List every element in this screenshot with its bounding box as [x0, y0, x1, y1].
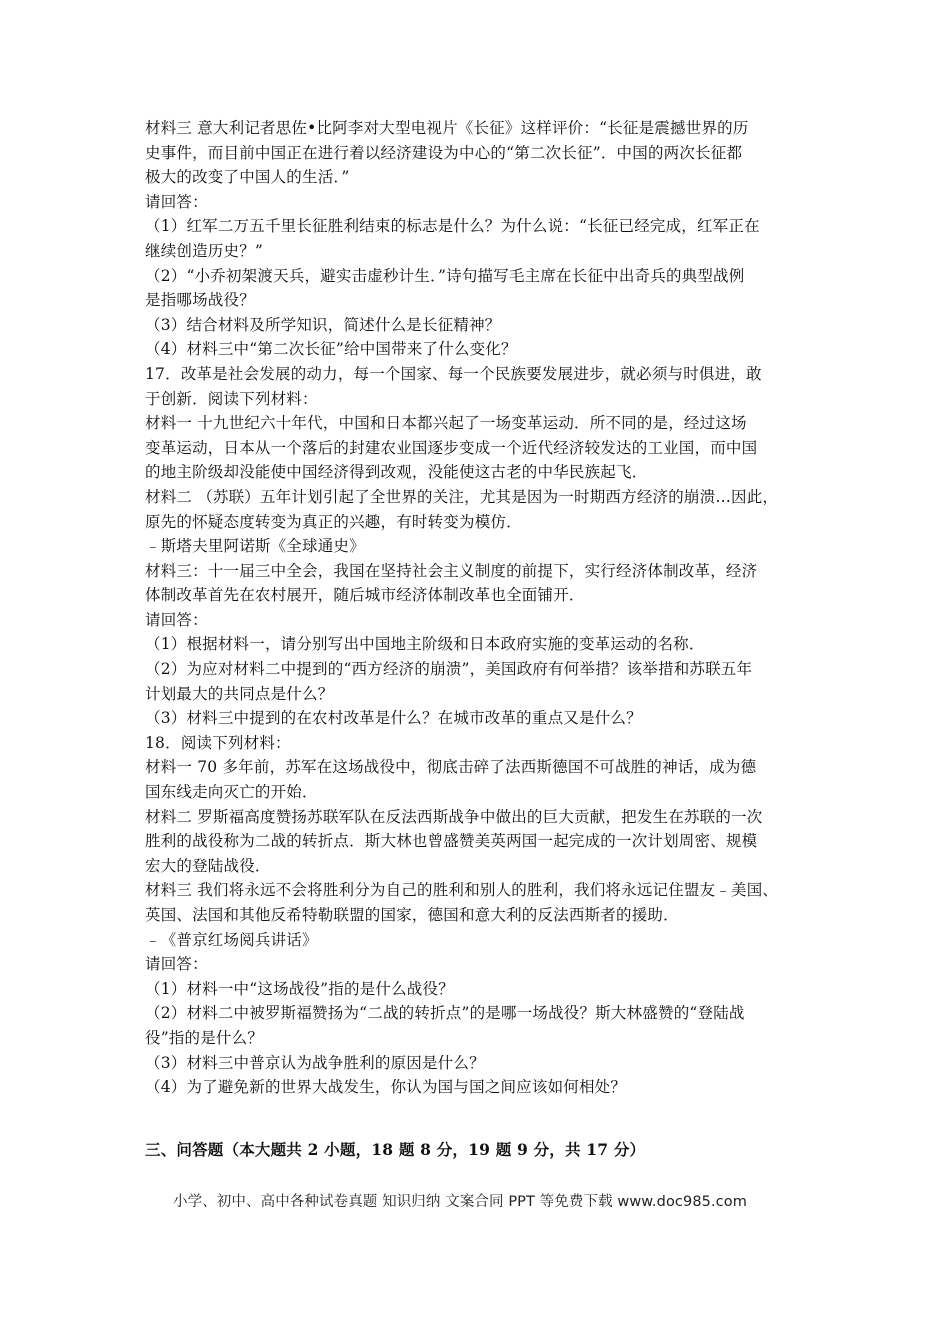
page-footer: 小学、初中、高中各种试卷真题 知识归纳 文案合同 PPT 等免费下载 www.doc985.com — [173, 1194, 747, 1210]
text-line: 材料二 罗斯福高度赞扬苏联军队在反法西斯战争中做出的巨大贡献，把发生在苏联的一次 — [145, 807, 763, 826]
text-line: 材料三 我们将永远不会将胜利分为自己的胜利和别人的胜利，我们将永远记住盟友﹣美国、 — [145, 881, 779, 900]
text-line: 材料三 意大利记者思佐•比阿李对大型电视片《长征》这样评价：“长征是震撼世界的历 — [145, 119, 749, 137]
text-line: 请回答： — [145, 192, 208, 211]
section-heading: 三、问答题（本大题共 2 小题，18 题 8 分，19 题 9 分，共 17 分） — [145, 1140, 646, 1159]
document-body — [145, 116, 825, 1100]
text-line: （3）结合材料及所学知识，简述什么是长征精神？ — [145, 315, 501, 334]
text-line: 材料一 70 多年前，苏军在这场战役中，彻底击碎了法西斯德国不可战胜的神话，成为德 — [145, 758, 757, 777]
text-line: 胜利的战役称为二战的转折点．斯大林也曾盛赞美英两国一起完成的一次计划周密、规模 — [145, 832, 758, 851]
text-line: 史事件，而目前中国正在进行着以经济建设为中心的“第二次长征”．中国的两次长征都 — [145, 143, 743, 162]
text-line: 材料三：十一届三中全会，我国在坚持社会主义制度的前提下，实行经济体制改革，经济 — [145, 561, 758, 580]
text-line: ﹣《普京红场阅兵讲话》 — [145, 930, 318, 949]
text-line: 于创新．阅读下列材料： — [145, 389, 318, 408]
text-line: 的地主阶级却没能使中国经济得到改观，没能使这古老的中华民族起飞． — [145, 463, 648, 482]
text-line: （4）为了避免新的世界大战发生，你认为国与国之间应该如何相处？ — [145, 1078, 627, 1097]
text-line: （2）材料二中被罗斯福赞扬为“二战的转折点”的是哪一场战役？斯大林盛赞的“登陆战 — [145, 1004, 745, 1023]
text-line: 宏大的登陆战役． — [145, 856, 271, 875]
text-line: 英国、法国和其他反希特勒联盟的国家，德国和意大利的反法西斯者的援助． — [145, 906, 679, 924]
text-line: 17．改革是社会发展的动力，每一个国家、每一个民族要发展进步，就必须与时俱进，敢 — [145, 364, 762, 383]
text-line: 极大的改变了中国人的生活．” — [145, 168, 350, 187]
text-line: （1）根据材料一，请分别写出中国地主阶级和日本政府实施的变革运动的名称． — [145, 635, 705, 654]
text-line: （2）为应对材料二中提到的“西方经济的崩溃”，美国政府有何举措？该举措和苏联五年 — [145, 660, 753, 679]
text-line: 继续创造历史？” — [145, 241, 264, 260]
text-line: 材料一 十九世纪六十年代，中国和日本都兴起了一场变革运动．所不同的是，经过这场 — [145, 414, 747, 433]
text-line: 18．阅读下列材料： — [145, 733, 291, 752]
text-line: （2）“小乔初架渡天兵，避实击虚秒计生．”诗句描写毛主席在长征中出奇兵的典型战例 — [145, 266, 745, 285]
text-line: （4）材料三中“第二次长征”给中国带来了什么变化？ — [145, 340, 517, 359]
text-line: 材料二 （苏联）五年计划引起了全世界的关注，尤其是因为一时期西方经济的崩溃…因此， — [145, 487, 779, 506]
text-line: 计划最大的共同点是什么？ — [145, 684, 334, 703]
text-line: 是指哪场战役？ — [145, 291, 255, 310]
text-line: 体制改革首先在农村展开，随后城市经济体制改革也全面铺开． — [145, 586, 585, 605]
text-line: 原先的怀疑态度转变为真正的兴趣，有时转变为模仿． — [145, 512, 522, 531]
text-line: （3）材料三中提到的在农村改革是什么？在城市改革的重点又是什么？ — [145, 709, 642, 728]
text-line: 役”指的是什么？ — [145, 1028, 264, 1047]
text-line: （1）材料一中“这场战役”指的是什么战役？ — [145, 979, 454, 998]
text-line: （3）材料三中普京认为战争胜利的原因是什么？ — [145, 1053, 485, 1072]
text-line: 变革运动，日本从一个落后的封建农业国逐步变成一个近代经济较发达的工业国，而中国 — [145, 438, 758, 457]
text-line: （1）红军二万五千里长征胜利结束的标志是什么？为什么说：“长征已经完成，红军正在 — [145, 217, 760, 236]
text-line: 请回答： — [145, 955, 208, 974]
text-line: ﹣斯塔夫里阿诺斯《全球通史》 — [145, 537, 365, 556]
text-line: 请回答： — [145, 610, 208, 629]
text-line: 国东线走向灭亡的开始． — [145, 783, 318, 802]
